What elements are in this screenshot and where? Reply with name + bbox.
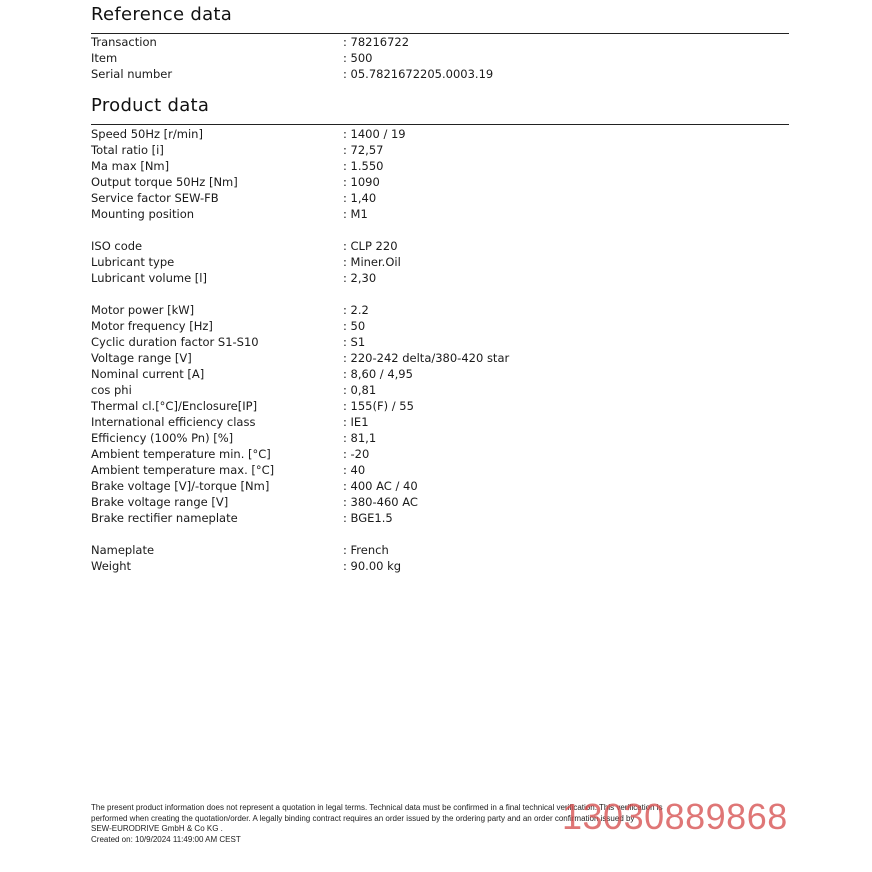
row-value: : CLP 220	[343, 239, 398, 253]
row-value: : 90.00 kg	[343, 559, 402, 573]
data-row	[91, 494, 791, 510]
data-row	[91, 462, 791, 478]
row-value: : S1	[343, 335, 366, 349]
reference-data-title: Reference data	[91, 4, 233, 25]
row-label: International efficiency class	[91, 415, 256, 429]
row-label: ISO code	[91, 239, 143, 253]
row-value: : 05.7821672205.0003.19	[343, 67, 494, 81]
row-value: : -20	[343, 447, 370, 461]
data-row	[91, 302, 791, 318]
product-divider	[91, 124, 789, 125]
data-row	[91, 382, 791, 398]
data-row	[91, 174, 791, 190]
row-label: Lubricant type	[91, 255, 175, 269]
row-value: : 1.550	[343, 159, 384, 173]
row-label: Brake voltage range [V]	[91, 495, 229, 509]
data-row	[91, 430, 791, 446]
row-label: Ambient temperature max. [°C]	[91, 463, 275, 477]
data-row	[91, 510, 791, 526]
data-row	[91, 366, 791, 382]
group-spacer	[91, 286, 791, 302]
data-row	[91, 158, 791, 174]
data-row	[91, 398, 791, 414]
row-value: : 81,1	[343, 431, 377, 445]
row-value: : 2.2	[343, 303, 369, 317]
row-value: : 50	[343, 319, 366, 333]
data-row	[91, 414, 791, 430]
reference-data-table	[91, 34, 791, 82]
row-label: Service factor SEW-FB	[91, 191, 219, 205]
created-on-line: Created on: 10/9/2024 11:49:00 AM CEST	[91, 834, 241, 844]
row-label: Thermal cl.[°C]/Enclosure[IP]	[91, 399, 258, 413]
data-row	[91, 254, 791, 270]
data-row	[91, 238, 791, 254]
data-row	[91, 446, 791, 462]
row-value: : 1090	[343, 175, 380, 189]
row-value: : 1400 / 19	[343, 127, 406, 141]
data-row	[91, 350, 791, 366]
row-value: : 220-242 delta/380-420 star	[343, 351, 510, 365]
data-row	[91, 34, 791, 50]
row-value: : 500	[343, 51, 373, 65]
row-value: : 2,30	[343, 271, 377, 285]
group-spacer	[91, 526, 791, 542]
phone-watermark: 13030889868	[562, 796, 788, 837]
row-label: Mounting position	[91, 207, 195, 221]
row-label: Motor power [kW]	[91, 303, 195, 317]
row-label: Total ratio [i]	[91, 143, 164, 157]
row-label: Brake voltage [V]/-torque [Nm]	[91, 479, 270, 493]
row-label: Lubricant volume [l]	[91, 271, 207, 285]
row-value: : Miner.Oil	[343, 255, 401, 269]
row-label: Motor frequency [Hz]	[91, 319, 213, 333]
row-label: Nominal current [A]	[91, 367, 205, 381]
disclaimer-line-3: SEW-EURODRIVE GmbH & Co KG .	[91, 824, 223, 833]
row-label: Ma max [Nm]	[91, 159, 170, 173]
row-value: : 40	[343, 463, 366, 477]
row-label: Nameplate	[91, 543, 155, 557]
data-row	[91, 558, 791, 574]
row-label: cos phi	[91, 383, 132, 397]
data-row	[91, 542, 791, 558]
row-value: : 0,81	[343, 383, 377, 397]
row-label: Output torque 50Hz [Nm]	[91, 175, 238, 189]
row-value: : 1,40	[343, 191, 377, 205]
row-value: : 400 AC / 40	[343, 479, 418, 493]
row-value: : 8,60 / 4,95	[343, 367, 413, 381]
data-row	[91, 126, 791, 142]
product-data-table	[91, 126, 791, 574]
row-label: Ambient temperature min. [°C]	[91, 447, 271, 461]
row-label: Item	[91, 51, 118, 65]
row-label: Speed 50Hz [r/min]	[91, 127, 203, 141]
disclaimer-line-2: performed when creating the quotation/order. A legally binding contract requires an order issued by the ordering party and an order confirmation issued by	[91, 813, 635, 823]
data-row	[91, 206, 791, 222]
row-label: Efficiency (100% Pn) [%]	[91, 431, 234, 445]
disclaimer-line-1: The present product information does not represent a quotation in legal terms. Technical data must be confirmed in a final technical verification. This verification is	[91, 803, 663, 812]
data-row	[91, 478, 791, 494]
row-label: Weight	[91, 559, 132, 573]
row-value: : French	[343, 543, 389, 557]
data-row	[91, 318, 791, 334]
data-row	[91, 50, 791, 66]
group-spacer	[91, 222, 791, 238]
row-label: Brake rectifier nameplate	[91, 511, 238, 525]
row-value: : 78216722	[343, 35, 410, 49]
row-label: Voltage range [V]	[91, 351, 192, 365]
row-label: Serial number	[91, 67, 173, 81]
row-value: : 72,57	[343, 143, 384, 157]
data-row	[91, 270, 791, 286]
data-row	[91, 142, 791, 158]
data-row	[91, 190, 791, 206]
data-row	[91, 334, 791, 350]
row-value: : BGE1.5	[343, 511, 393, 525]
data-row	[91, 66, 791, 82]
row-value: : 380-460 AC	[343, 495, 418, 509]
product-data-title: Product data	[91, 95, 210, 116]
row-label: Cyclic duration factor S1-S10	[91, 335, 259, 349]
row-value: : 155(F) / 55	[343, 399, 414, 413]
row-value: : IE1	[343, 415, 369, 429]
row-label: Transaction	[91, 35, 157, 49]
row-value: : M1	[343, 207, 368, 221]
